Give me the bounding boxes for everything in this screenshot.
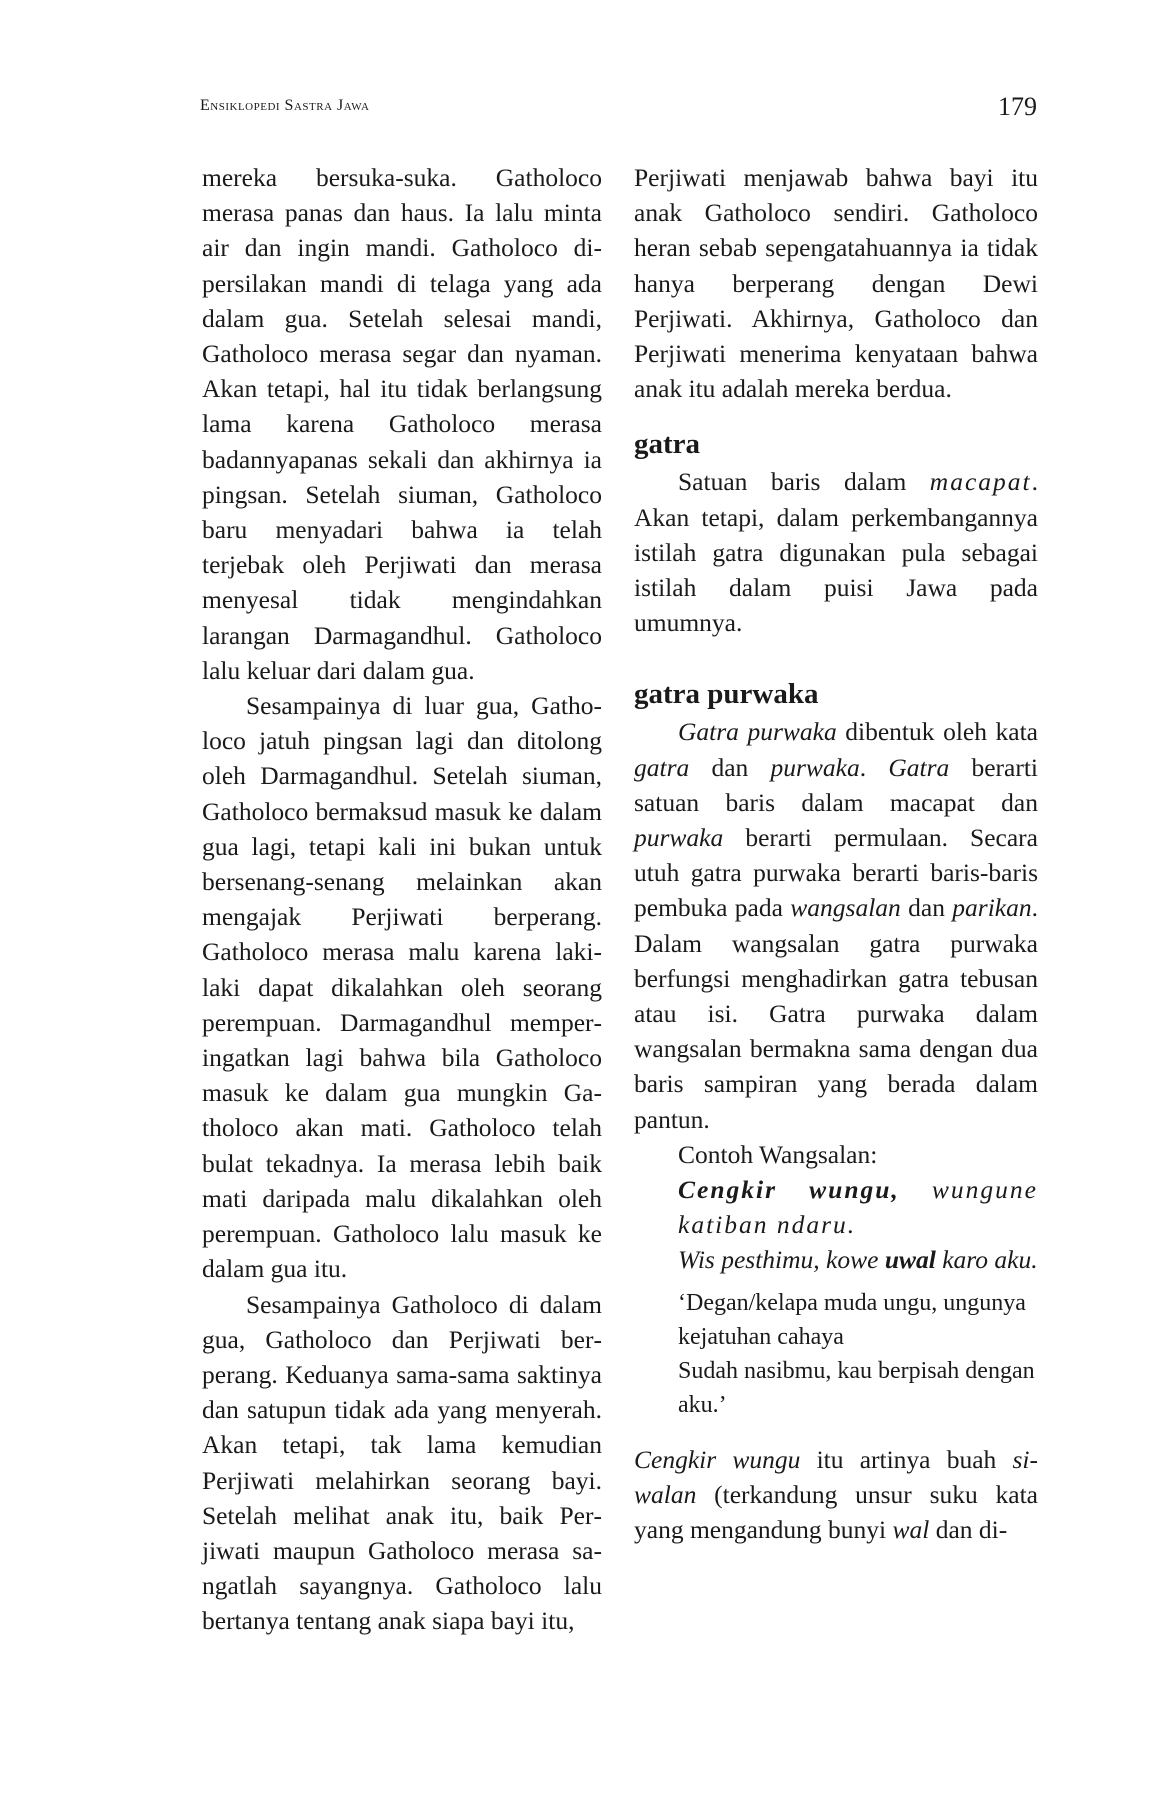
term: Cengkir wungu: [634, 1444, 801, 1474]
definition-text: .: [859, 752, 889, 782]
example-bold: Cengkir wungu,: [678, 1175, 900, 1205]
paragraph: mereka bersuka-suka. Gatholoco merasa panas dan haus. Ia lalu minta air dan ingin mandi. Gatholoco dipersilakan mandi di telaga yang ada dalam gua. Setelah selesai mandi, Gatholoco merasa segar dan nyaman. Akan tetapi, hal itu tidak berlangsung lama karena Gatholoco merasa badannyapanas sekali dan akhirnya ia pingsan. Setelah siuman, Gatholoco baru menyadari bahwa ia telah terjebak oleh Perjiwati dan merasa menyesal tidak mengindahkan larangan Darmagandhul. Gatholoco lalu keluar dari dalam gua.: [202, 163, 602, 685]
term: parikan: [952, 893, 1032, 923]
entry-definition: [634, 714, 1038, 1136]
entry-definition: [634, 464, 1038, 640]
example-line: [678, 1172, 1038, 1242]
example-line: [678, 1242, 1038, 1277]
term: gatra: [634, 752, 690, 782]
example-block: [678, 1137, 1038, 1278]
term: macapat: [929, 467, 1032, 497]
definition-text: . Akan tetapi, dalam perkembangannya istilah gatra digunakan pula sebagai istilah dalam puisi Jawa pada umumnya.: [634, 467, 1038, 638]
right-column: [634, 160, 1038, 1547]
example-text: karo aku.: [935, 1245, 1038, 1275]
paragraph-text: (terkandung unsur suku kata yang mengandung bunyi: [634, 1479, 1038, 1545]
definition-text: berarti permulaan. Secara utuh gatra purwaka berarti baris-baris pembuka pada: [634, 823, 1038, 923]
example-text: wungune katiban ndaru.: [678, 1175, 1038, 1240]
term: purwaka: [634, 823, 724, 853]
term: siwalan: [634, 1444, 1038, 1509]
definition-text: . Dalam wangsalan gatra purwaka berfungsi menghadirkan gatra tebusan atau isi. Gatra purwaka dalam wangsalan bermakna sama dengan dua baris sampiran yang berada dalam pantun.: [634, 893, 1038, 1134]
paragraph-text: dan di-: [929, 1515, 1008, 1545]
entry-title-gatra-purwaka: gatra purwaka: [634, 678, 819, 711]
definition-text: dan: [689, 752, 771, 782]
term: wangsalan: [790, 893, 901, 923]
translation-line: ‘Degan/kelapa muda ungu, ungunya kejatuhan cahaya: [678, 1289, 1026, 1350]
running-header: Ensiklopedi Sastra Jawa: [200, 97, 370, 114]
left-column: [202, 160, 602, 1639]
example-label: Contoh Wangsalan:: [678, 1139, 878, 1169]
term: wal: [892, 1515, 930, 1545]
paragraph: Perjiwati menjawab bahwa bayi itu anak Gatholoco sendiri. Gatholoco heran sebab sepengatahuannya ia tidak hanya berperang dengan Dewi Perjiwati. Akhirnya, Gatholoco dan Perjiwati menerima kenyataan bahwa anak itu adalah mereka berdua.: [634, 163, 1038, 404]
example-text: Wis pesthimu, kowe: [678, 1245, 885, 1275]
term: purwaka: [770, 752, 860, 782]
definition-text: berarti satuan baris dalam macapat dan: [634, 752, 1038, 817]
definition-text: Satuan baris dalam: [678, 467, 930, 497]
paragraph-text: itu artinya buah: [800, 1444, 1013, 1474]
definition-text: dan: [900, 893, 953, 923]
paragraph: Sesampainya Gatholoco di dalam gua, Gatholoco dan Perjiwati berperang. Keduanya sama-sama saktinya dan satupun tidak ada yang menyerah. Akan tetapi, tak lama kemudian Perjiwati melahirkan seorang bayi. Setelah melihat anak itu, baik Perjiwati maupun Gatholoco merasa sangatlah sayangnya. Gatholoco lalu bertanya tentang anak siapa bayi itu,: [202, 1289, 602, 1636]
paragraph: [634, 1442, 1038, 1548]
translation-block: [678, 1286, 1038, 1422]
paragraph: Sesampainya di luar gua, Gatholoco jatuh pingsan lagi dan ditolong oleh Darmagandhul. Setelah siuman, Gatholoco bermaksud masuk ke dalam gua lagi, tetapi kali ini bukan untuk bersenang-senang melainkan akan mengajak Perjiwati berperang. Gatholoco merasa malu karena laki-laki dapat dikalahkan oleh seorang perempuan. Darmagandhul memperingatkan lagi bahwa bila Gatholoco masuk ke dalam gua mungkin Gatholoco akan mati. Gatholoco telah bulat tekadnya. Ia merasa lebih baik mati daripada malu dikalahkan oleh perempuan. Gatholoco lalu masuk ke dalam gua itu.: [202, 691, 602, 1284]
page-number: 179: [998, 92, 1037, 121]
term: Gatra purwaka: [678, 717, 837, 747]
entry-title-gatra: gatra: [634, 428, 701, 461]
translation-line: Sudah nasibmu, kau berpisah dengan aku.’: [678, 1357, 1035, 1418]
term: Gatra: [888, 752, 950, 782]
definition-text: dibentuk oleh kata: [836, 717, 1038, 747]
example-bold: uwal: [884, 1245, 936, 1275]
